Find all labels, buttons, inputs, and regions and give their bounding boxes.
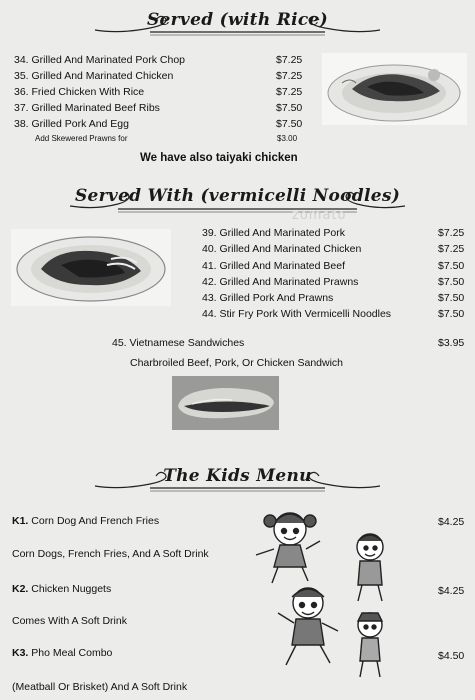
kids-item bbox=[12, 515, 159, 527]
sandwich-name: 45. Vietnamese Sandwiches bbox=[112, 337, 245, 349]
watermark: zomato bbox=[292, 208, 347, 223]
menu-item-name: 43. Grilled Pork And Prawns bbox=[202, 292, 334, 304]
vermicelli-plate-icon bbox=[11, 229, 171, 306]
kids-item-price: $4.25 bbox=[438, 516, 465, 528]
sandwich-description: Charbroiled Beef, Pork, Or Chicken Sandwich bbox=[130, 357, 344, 369]
menu-item-name: 36. Fried Chicken With Rice bbox=[14, 86, 145, 98]
addon-name: Add Skewered Prawns for bbox=[35, 134, 128, 143]
section-header-rice bbox=[0, 4, 475, 42]
menu-item-price: $7.50 bbox=[438, 260, 465, 272]
menu-item-price: $7.50 bbox=[276, 118, 303, 130]
menu-item-name: 40. Grilled And Marinated Chicken bbox=[202, 243, 362, 255]
sandwich-price: $3.95 bbox=[438, 337, 465, 349]
menu-item-price: $7.50 bbox=[438, 308, 465, 320]
kids-item-code: K3. bbox=[12, 647, 29, 659]
kids-item-price: $4.50 bbox=[438, 650, 465, 662]
section-title: The Kids Menu bbox=[163, 466, 312, 486]
vermicelli-plate-photo bbox=[11, 229, 171, 306]
menu-item-name: 42. Grilled And Marinated Prawns bbox=[202, 276, 359, 288]
kids-item-code: K1. bbox=[12, 515, 29, 527]
section-title: Served With (vermicelli Noodles) bbox=[74, 186, 401, 206]
section-header-vermicelli bbox=[0, 180, 475, 218]
addon-price: $3.00 bbox=[277, 134, 298, 143]
kids-item bbox=[12, 583, 111, 595]
menu-item-name: 38. Grilled Pork And Egg bbox=[14, 118, 129, 130]
kids-item-name: Corn Dog And French Fries bbox=[31, 515, 160, 527]
menu-item-name: 34. Grilled And Marinated Pork Chop bbox=[14, 54, 186, 66]
menu-item-price: $7.25 bbox=[276, 54, 303, 66]
kids-item bbox=[12, 647, 112, 659]
cartoon-kids-icon bbox=[250, 505, 400, 690]
menu-item-name: 39. Grilled And Marinated Pork bbox=[202, 227, 345, 239]
taiyaki-note: We have also taiyaki chicken bbox=[140, 152, 298, 164]
kids-item-price: $4.25 bbox=[438, 585, 465, 597]
menu-item-name: 35. Grilled And Marinated Chicken bbox=[14, 70, 174, 82]
menu-item-price: $7.50 bbox=[438, 276, 465, 288]
menu-item-name: 41. Grilled And Marinated Beef bbox=[202, 260, 346, 272]
menu-item-name: 44. Stir Fry Pork With Vermicelli Noodles bbox=[202, 308, 392, 320]
kids-item-description: Comes With A Soft Drink bbox=[12, 615, 127, 627]
section-header-kids bbox=[0, 460, 475, 498]
rice-plate-icon bbox=[322, 53, 467, 125]
menu-item-price: $7.25 bbox=[438, 243, 465, 255]
menu-item-price: $7.25 bbox=[276, 70, 303, 82]
menu-item-price: $7.50 bbox=[438, 292, 465, 304]
sandwich-icon bbox=[172, 376, 279, 430]
menu-item-price: $7.25 bbox=[438, 227, 465, 239]
menu-item-price: $7.50 bbox=[276, 102, 303, 114]
rice-plate-photo bbox=[322, 53, 467, 125]
kids-item-description: (Meatball Or Brisket) And A Soft Drink bbox=[12, 681, 188, 693]
kids-item-code: K2. bbox=[12, 583, 29, 595]
menu-item-price: $7.25 bbox=[276, 86, 303, 98]
section-title: Served (with Rice) bbox=[146, 10, 328, 30]
kids-item-name: Chicken Nuggets bbox=[31, 583, 112, 595]
kids-item-name: Pho Meal Combo bbox=[31, 647, 113, 659]
sandwich-photo bbox=[172, 376, 279, 430]
kids-item-description: Corn Dogs, French Fries, And A Soft Drink bbox=[12, 548, 209, 560]
menu-item-name: 37. Grilled Marinated Beef Ribs bbox=[14, 102, 160, 114]
